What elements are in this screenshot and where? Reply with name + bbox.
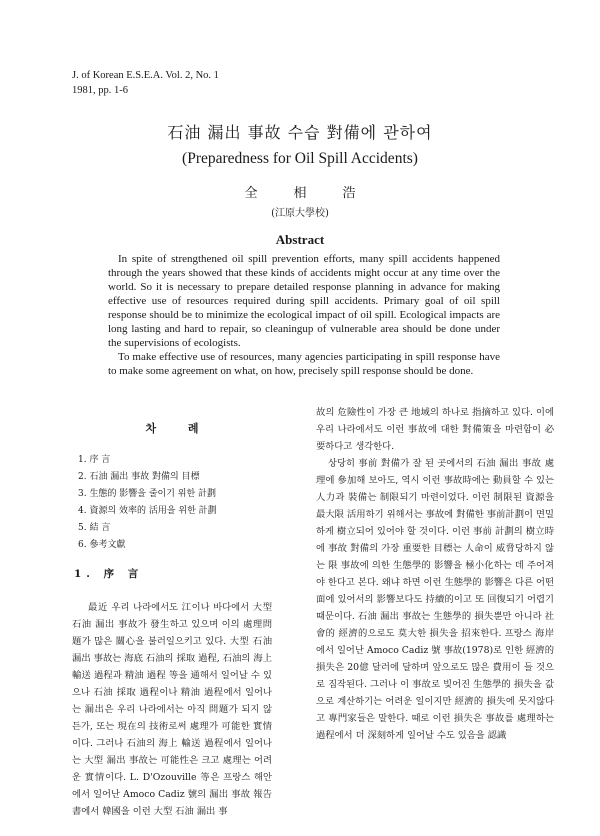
author-char: 相 [293, 186, 307, 201]
toc-item: 6. 參考文獻 [78, 540, 126, 550]
left-column [72, 398, 272, 820]
title-korean: 石油 漏出 事故 수습 對備에 관하여 [167, 123, 433, 142]
journal-citation: J. of Korean E.S.E.A. Vol. 2, No. 1 [72, 70, 219, 81]
toc-item: 1. 序 言 [78, 455, 111, 465]
body-paragraph: 상당히 事前 對備가 잘 된 곳에서의 石油 漏出 事故 處理에 參加해 보아도, 역시 이런 事故時에는 動員할 수 있는 人力과 裝備는 制限되기 마련이었다. 이런 制限된 資源을 最大限 活用하기 위해서는 事故에 對備한 事前計劃이 면밀하게 樹立되어 있어야 할 것이다. 이런 事前 計劃의 樹立時에 事故 對備의 가장 重要한 目標는 人命이 威脅당하지 않는 限 事故에 의한 生態學的 影響을 極小化하는 데 주어져야 한다고 본다. 왜냐 하면 이런 生態學的 影響은 다른 어떤 面에 있어서의 影響보다도 持續的이고 또 回復되기 어렵기 때문이다. 石油 漏出 事故는 生態學的 損失뿐만 아니라 社會的 經濟的으로도 莫大한 損失을 招來한다. 프랑스 海岸에서 일어난 Amoco Cadiz 號 事故(1978)로 인한 經濟的 損失은 20億 달러에 달하며 앞으로도 많은 費用이 들 것으로 짐작된다. 그러나 이 事故로 빚어진 生態學的 損失을 값으로 계산하기는 어려운 일이지만 經濟的 損失에 못지않다고 專門家들은 말한다. 때로 이런 損失은 事故를 處理하는 過程에서 더 深刻하게 일어날 수도 있음을 認識 [316, 458, 555, 741]
journal-header [72, 68, 219, 98]
body-paragraph: 故의 危險性이 가장 큰 地域의 하나로 指摘하고 있다. 이에 우리 나라에서도 이런 事故에 대한 對備策을 마련함이 必要하다고 생각한다. [316, 407, 554, 452]
toc-list [72, 452, 272, 554]
toc-item: 4. 資源의 效率的 活用을 위한 計劃 [78, 506, 217, 516]
toc-heading: 차 례 [145, 422, 213, 435]
author-affiliation: (江原大學校) [271, 208, 329, 219]
section-body [72, 599, 272, 820]
toc-item: 3. 生態的 影響을 줄이기 위한 計劃 [78, 489, 217, 499]
toc-item: 2. 石油 漏出 事故 對備의 目標 [78, 472, 200, 482]
toc-item: 5. 結 言 [78, 523, 111, 533]
abstract-paragraph: To make effective use of resources, many agencies participating in spill response have to make some agreement on what, on how, precisely spill response should be done. [108, 351, 500, 377]
right-column [316, 404, 554, 744]
body-paragraph: 最近 우리 나라에서도 江이나 바다에서 大型 石油 漏出 事故가 發生하고 있으며 이의 處理問題가 많은 關心을 불러일으키고 있다. 大型 石油 漏出 事故는 海底 石油의 採取 過程, 石油의 海上 輸送 過程과 精油 過程 等을 通해서 일어날 수 있으나 石油 採取 過程이나 精油 過程에서 일어나는 漏出은 우리 나라에서는 아직 問題가 되지 않든가, 또는 現在의 技術로써 處理가 可能한 實情이다. 그러나 石油의 海上 輸送 過程에서 일어나는 大型 漏出 事故는 可能性은 크고 處理는 어려운 實情이다. L. D'Ozouville 等은 프랑스 해안에서 일어난 Amoco Cadiz 號의 漏出 事故 報告書에서 韓國을 이런 大型 石油 漏出 事 [72, 602, 272, 817]
title-english: (Preparedness for Oil Spill Accidents) [182, 150, 418, 167]
author-char: 全 [244, 186, 258, 201]
abstract-heading: Abstract [275, 232, 325, 247]
author-name [0, 182, 600, 201]
right-column-body [316, 404, 554, 744]
author-char: 浩 [342, 186, 356, 201]
section-heading: 1. 序 言 [74, 568, 144, 580]
abstract-body [108, 252, 500, 378]
abstract-paragraph: In spite of strengthened oil spill prevention efforts, many spill accidents happened through the years showed that these kinds of accidents might occur at any time over the world. So it is necessary to prepare detailed response planning in advance for making effective use of resources required during spill accidents. Primary goal of oil spill response should be to minimize the ecological impact of oil spill. Ecological impacts are long lasting and hard to repair, so cleaningup of vulnerable area should be done under the supervisions of ecologists. [108, 253, 500, 349]
journal-pages: 1981, pp. 1-6 [72, 85, 128, 96]
